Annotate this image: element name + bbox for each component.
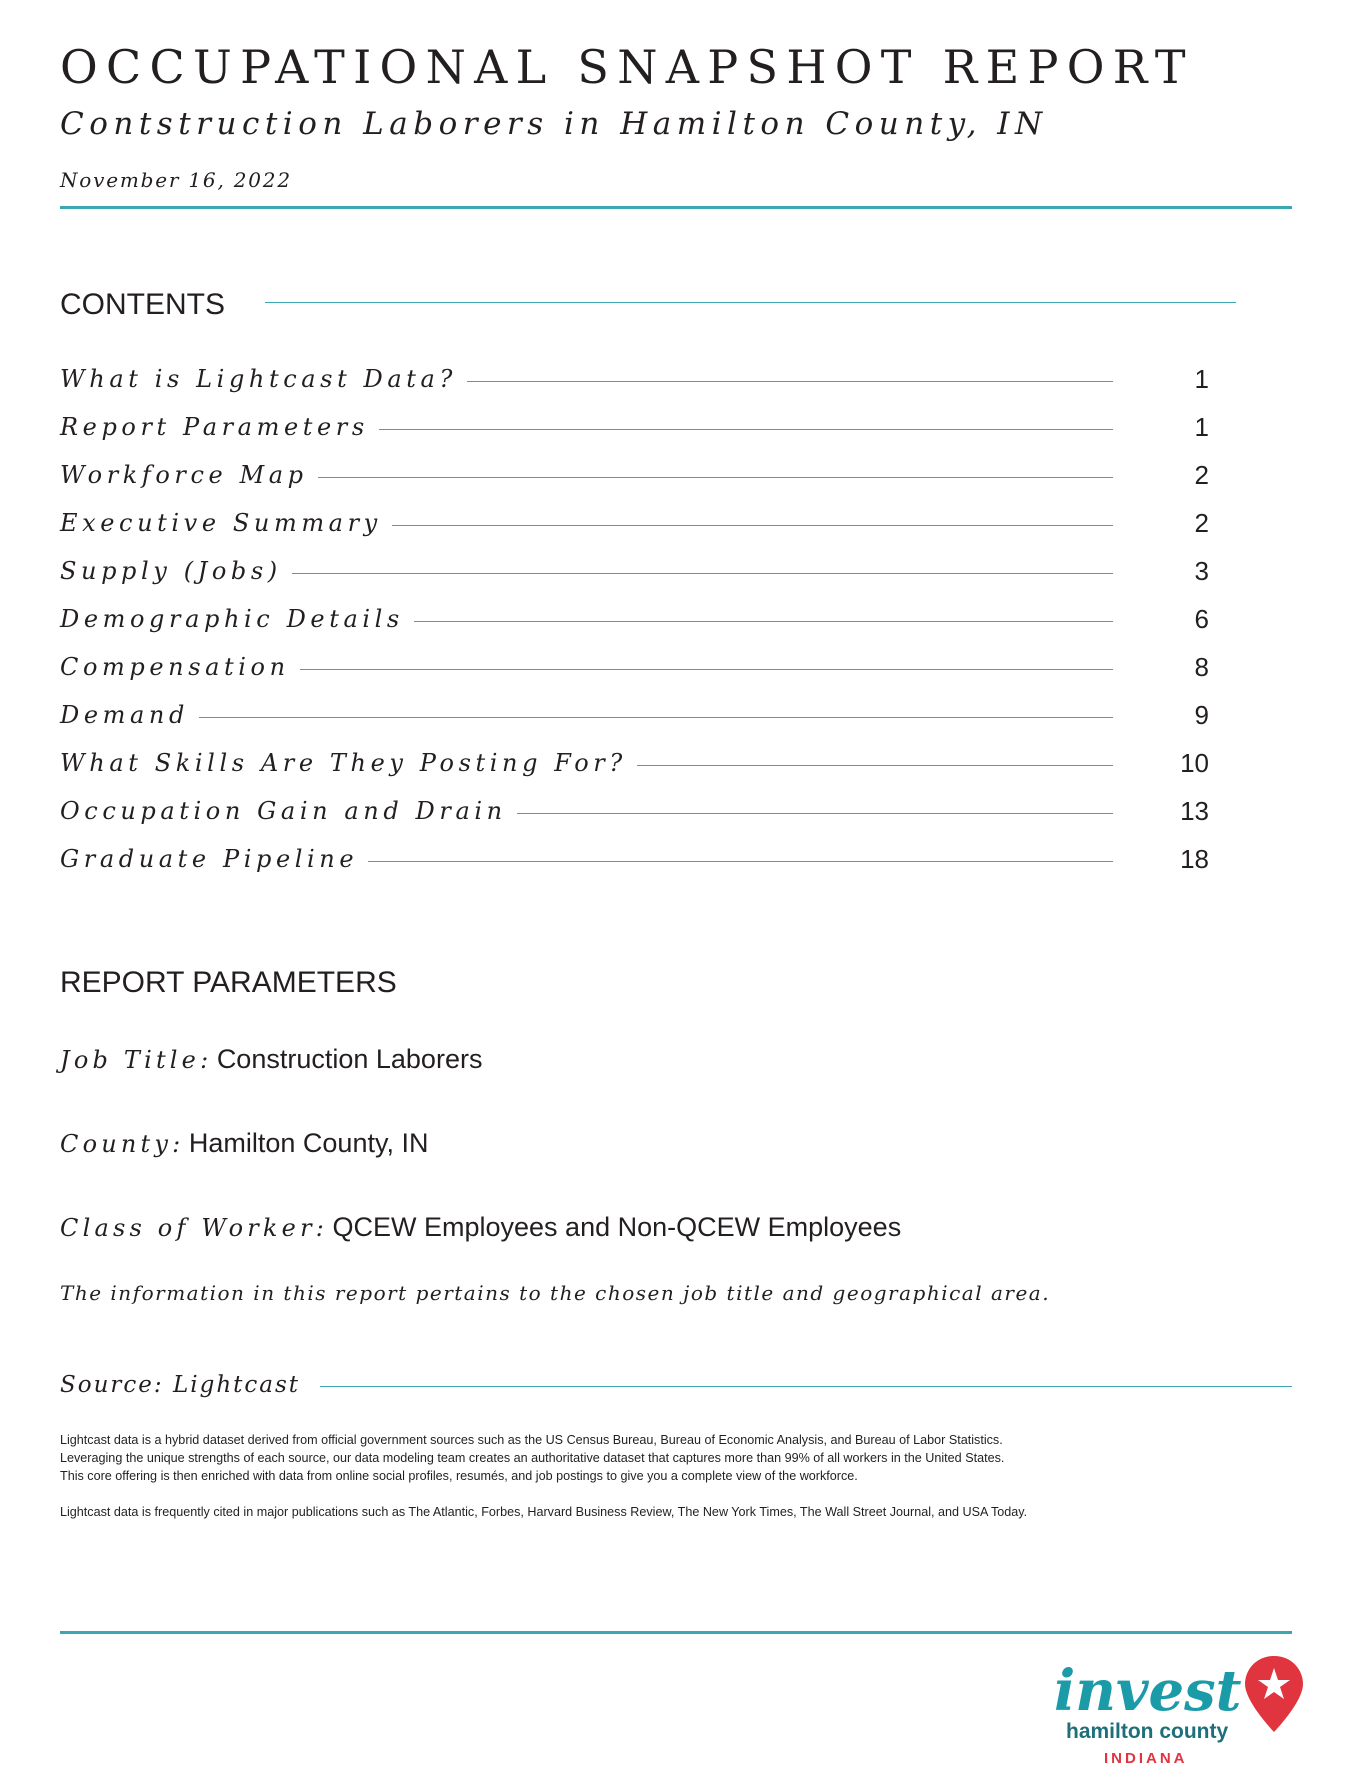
toc-item[interactable]: [60, 550, 1210, 598]
logo-line3: INDIANA: [1104, 1750, 1188, 1767]
contents-heading: CONTENTS: [60, 288, 225, 321]
toc-item[interactable]: [60, 358, 1210, 406]
logo-graphic: [1052, 1640, 1304, 1780]
toc-item-label: Executive Summary: [60, 510, 392, 536]
report-date: November 16, 2022: [60, 168, 292, 192]
toc-item-page: 18: [1180, 844, 1209, 874]
county-parameter: [60, 1129, 428, 1159]
toc-item-label: Workforce Map: [60, 462, 318, 488]
toc-item[interactable]: [60, 742, 1210, 790]
toc-item[interactable]: [60, 838, 1210, 886]
invest-hamilton-county-logo: [1052, 1640, 1304, 1780]
source-paragraph-line: This core offering is then enriched with data from online social profiles, resumés, and job postings to give you a complete view of the workforce.: [60, 1469, 858, 1483]
toc-item-page: 3: [1194, 556, 1209, 586]
toc-item-label: Demographic Details: [60, 606, 414, 632]
logo-line2: hamilton county: [1066, 1720, 1229, 1743]
source-label: Source: Lightcast: [60, 1372, 301, 1398]
source-paragraph: [60, 1431, 1280, 1485]
job-title-parameter: [60, 1045, 482, 1075]
class-of-worker-parameter: [60, 1213, 901, 1243]
class-of-worker-label: Class of Worker:: [60, 1214, 329, 1242]
toc-item-label: What Skills Are They Posting For?: [60, 750, 637, 776]
parameters-note: The information in this report pertains to the chosen job title and geographical area.: [60, 1281, 1051, 1305]
toc-item[interactable]: [60, 646, 1210, 694]
source-rule: [320, 1386, 1292, 1387]
toc-item-label: Compensation: [60, 654, 300, 680]
parameters-heading: REPORT PARAMETERS: [60, 966, 397, 999]
county-label: County:: [60, 1130, 185, 1158]
toc-item[interactable]: [60, 790, 1210, 838]
source-paragraph-line: Leveraging the unique strengths of each source, our data modeling team creates an authoritative dataset that captures more than 99% of all workers in the United States.: [60, 1451, 1005, 1465]
map-pin-star-icon: [1245, 1656, 1303, 1732]
toc-item[interactable]: [60, 502, 1210, 550]
toc-item-page: 10: [1180, 748, 1209, 778]
toc-item-label: Demand: [60, 702, 199, 728]
toc-item[interactable]: [60, 694, 1210, 742]
report-subtitle: Contstruction Laborers in Hamilton County, IN: [60, 106, 1048, 142]
toc-item-label: Graduate Pipeline: [60, 846, 368, 872]
toc-leader-line: [60, 717, 1113, 718]
source-paragraph-line: Lightcast data is a hybrid dataset derived from official government sources such as the US Census Bureau, Bureau of Economic Analysis, and Bureau of Labor Statistics.: [60, 1433, 1003, 1447]
toc-item-page: 2: [1194, 508, 1209, 538]
toc-item-label: Report Parameters: [60, 414, 379, 440]
toc-item-label: What is Lightcast Data?: [60, 366, 467, 392]
toc-item-label: Supply (Jobs): [60, 558, 292, 584]
county-value: Hamilton County, IN: [188, 1128, 429, 1158]
contents-heading-rule: [265, 302, 1236, 303]
citation-paragraph: Lightcast data is frequently cited in major publications such as The Atlantic, Forbes, Harvard Business Review, The New York Times, The Wall Street Journal, and USA Today.: [60, 1505, 1028, 1519]
report-title: OCCUPATIONAL SNAPSHOT REPORT: [60, 40, 1194, 94]
footer-divider: [60, 1631, 1292, 1634]
toc-item-page: 2: [1194, 460, 1209, 490]
toc-item-page: 6: [1194, 604, 1209, 634]
class-of-worker-value: QCEW Employees and Non-QCEW Employees: [332, 1212, 902, 1242]
toc-item-label: Occupation Gain and Drain: [60, 798, 517, 824]
job-title-label: Job Title:: [60, 1046, 213, 1074]
toc-item-page: 13: [1180, 796, 1209, 826]
toc-item-page: 1: [1194, 364, 1209, 394]
toc-item[interactable]: [60, 406, 1210, 454]
toc-item-page: 9: [1194, 700, 1209, 730]
job-title-value: Construction Laborers: [216, 1044, 483, 1074]
logo-word: invest: [1054, 1658, 1242, 1724]
toc-item[interactable]: [60, 598, 1210, 646]
header-divider: [60, 206, 1292, 209]
toc-item-page: 8: [1194, 652, 1209, 682]
toc-item-page: 1: [1194, 412, 1209, 442]
toc-item[interactable]: [60, 454, 1210, 502]
